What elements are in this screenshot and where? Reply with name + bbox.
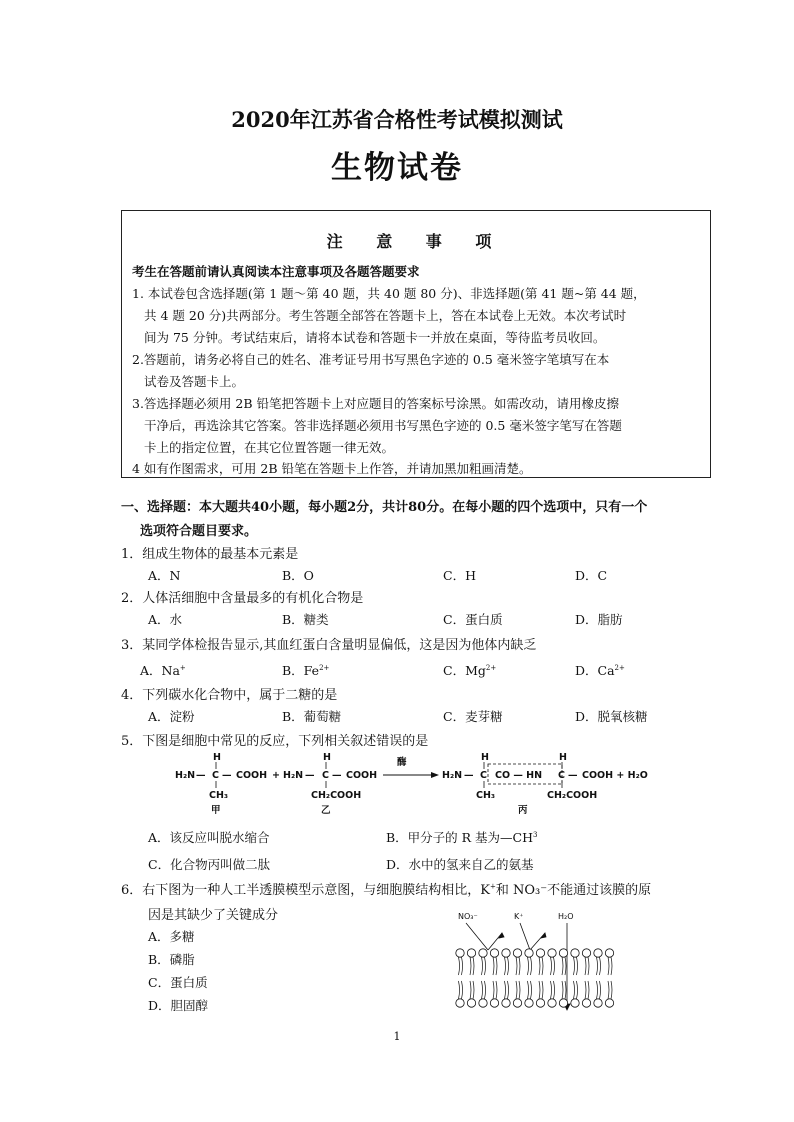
q1-option-b: B．O bbox=[282, 568, 314, 583]
phospholipid-tail bbox=[505, 981, 506, 999]
phospholipid-tail bbox=[470, 981, 471, 999]
rx-c2: C bbox=[322, 770, 329, 781]
q6-option-a: A．多糖 bbox=[148, 929, 195, 944]
phospholipid-tail bbox=[473, 981, 474, 999]
rx-ch2cooh-2: CH₂COOH bbox=[547, 790, 598, 801]
no3-arrow-in bbox=[466, 923, 488, 950]
phospholipid-head bbox=[605, 949, 613, 957]
rx-dash: — bbox=[305, 770, 315, 781]
phospholipid-head bbox=[513, 949, 521, 957]
phospholipid-head bbox=[467, 999, 475, 1007]
membrane-diagram bbox=[450, 908, 620, 1013]
membrane-h2o-label: H₂O bbox=[558, 912, 574, 921]
section-heading: 一、选择题：本大题共40小题，每小题2分，共计80分。在每小题的四个选项中，只有一个 bbox=[121, 500, 648, 515]
phospholipid-head bbox=[548, 999, 556, 1007]
phospholipid-tail bbox=[508, 981, 509, 999]
phospholipid-head bbox=[571, 949, 579, 957]
phospholipid-tail bbox=[473, 957, 474, 975]
no3-arrow-out bbox=[488, 933, 502, 950]
phospholipid-head bbox=[479, 949, 487, 957]
phospholipid-tail bbox=[508, 957, 509, 975]
notice-line: 卡上的指定位置，在其它位置答题一律无效。 bbox=[144, 440, 395, 455]
notice-line: 试卷及答题卡上。 bbox=[144, 374, 245, 389]
rx-dash: — bbox=[464, 770, 474, 781]
rx-label-bing: 丙 bbox=[518, 805, 528, 816]
phospholipid-tail bbox=[528, 957, 529, 975]
phospholipid-head bbox=[559, 949, 567, 957]
phospholipid-tail bbox=[485, 981, 486, 999]
rx-h2n-3: H₂N bbox=[442, 770, 463, 781]
phospholipid-tail bbox=[482, 981, 483, 999]
rx-h2: H bbox=[323, 752, 331, 763]
rx-arrowhead bbox=[431, 772, 439, 778]
phospholipid-tail bbox=[482, 957, 483, 975]
phospholipid-head bbox=[594, 949, 602, 957]
phospholipid-tail bbox=[565, 957, 566, 975]
notice-line: 间为 75 分钟。考试结束后，请将本试卷和答题卡一并放在桌面，等待监考员收回。 bbox=[144, 330, 606, 345]
membrane-k-label: K⁺ bbox=[514, 912, 524, 921]
rx-peptide: CO — HN bbox=[495, 770, 543, 781]
phospholipid-tail bbox=[493, 957, 494, 975]
rx-h1: H bbox=[213, 752, 221, 763]
exam-subject: 生物试卷 bbox=[331, 150, 463, 186]
notice-line: 2.答题前，请务必将自己的姓名、准考证号用书写黑色字迹的 0.5 毫米签字笔填写在本 bbox=[132, 352, 610, 367]
question-2-stem: 2．人体活细胞中含量最多的有机化合物是 bbox=[121, 591, 364, 606]
rx-h3: H bbox=[481, 752, 489, 763]
phospholipid-tail bbox=[608, 981, 609, 999]
rx-plus: + bbox=[272, 770, 280, 781]
phospholipid-head bbox=[525, 949, 533, 957]
rx-ch3-2: CH₃ bbox=[476, 790, 496, 801]
phospholipid-head bbox=[456, 999, 464, 1007]
rx-cooh1: COOH bbox=[236, 770, 268, 781]
rx-cooh2: COOH bbox=[346, 770, 378, 781]
phospholipid-tail bbox=[585, 981, 586, 999]
q2-option-b: B．糖类 bbox=[282, 612, 329, 627]
rx-c1: C bbox=[212, 770, 219, 781]
question-3-stem: 3．某同学体检报告显示,其血红蛋白含量明显偏低，这是因为他体内缺乏 bbox=[121, 638, 537, 653]
phospholipid-tail bbox=[531, 981, 532, 999]
phospholipid-head bbox=[536, 999, 544, 1007]
phospholipid-head bbox=[490, 999, 498, 1007]
phospholipid-tail bbox=[562, 957, 563, 975]
q4-option-c: C．麦芽糖 bbox=[443, 709, 503, 724]
rx-h4: H bbox=[559, 752, 567, 763]
notice-line: 干净后，再选涂其它答案。答非选择题必须用书写黑色字迹的 0.5 毫米签字笔写在答题 bbox=[144, 418, 622, 433]
phospholipid-tail bbox=[519, 981, 520, 999]
phospholipid-tail bbox=[574, 957, 575, 975]
phospholipid-tail bbox=[519, 957, 520, 975]
reaction-diagram bbox=[175, 750, 675, 820]
q6-option-d: D．胆固醇 bbox=[148, 998, 209, 1013]
phospholipid-tail bbox=[496, 981, 497, 999]
phospholipid-tail bbox=[462, 981, 463, 999]
phospholipid-head bbox=[594, 999, 602, 1007]
question-6-stem: 6．右下图为一种人工半透膜模型示意图，与细胞膜结构相比，K+和 NO₃⁻不能通过该膜的原 bbox=[121, 882, 652, 898]
q5-option-a: A．该反应叫脱水缩合 bbox=[148, 830, 270, 845]
phospholipid-tail bbox=[611, 981, 612, 999]
rx-ch3-1: CH₃ bbox=[209, 790, 229, 801]
phospholipid-tail bbox=[462, 957, 463, 975]
k-arrow-in bbox=[520, 923, 530, 950]
notice-line: 1. 本试卷包含选择题(第 1 题～第 40 题，共 40 题 80 分)、非选择题(第 41 题~第 44 题， bbox=[132, 286, 646, 301]
phospholipid-tail bbox=[516, 981, 517, 999]
q4-option-a: A．淀粉 bbox=[148, 709, 195, 724]
phospholipid-tail bbox=[551, 981, 552, 999]
phospholipid-head bbox=[582, 999, 590, 1007]
q3-option-c: C．$Mg^{2+}$ bbox=[443, 663, 497, 678]
notice-line: 4 如有作图需求，可用 2B 铅笔在答题卡上作答，并请加黑加粗画清楚。 bbox=[132, 461, 532, 476]
phospholipid-tail bbox=[539, 981, 540, 999]
rx-ch2cooh-1: CH₂COOH bbox=[311, 790, 362, 801]
q1-option-c: C．H bbox=[443, 568, 476, 583]
notice-line: 共 4 题 20 分)共两部分。考生答题全部答在答题卡上，答在本试卷上无效。本次考试时 bbox=[144, 308, 627, 323]
phospholipid-tail bbox=[577, 957, 578, 975]
rx-h2n-1: H₂N bbox=[175, 770, 196, 781]
phospholipid-tail bbox=[565, 981, 566, 999]
exam-title: 2020年江苏省合格性考试模拟测试 bbox=[231, 107, 563, 132]
phospholipid-tail bbox=[611, 957, 612, 975]
phospholipid-tail bbox=[597, 981, 598, 999]
rx-dash: — bbox=[196, 770, 206, 781]
notice-intro: 考生在答题前请认真阅读本注意事项及各题答题要求 bbox=[132, 264, 420, 279]
phospholipid-head bbox=[502, 949, 510, 957]
rx-c4: C bbox=[558, 770, 565, 781]
question-4-stem: 4．下列碳水化合物中，属于二糖的是 bbox=[121, 688, 338, 703]
phospholipid-tail bbox=[459, 957, 460, 975]
rx-dash: — bbox=[222, 770, 232, 781]
q4-option-b: B．葡萄糖 bbox=[282, 709, 342, 724]
q2-option-c: C．蛋白质 bbox=[443, 612, 503, 627]
phospholipid-tail bbox=[485, 957, 486, 975]
phospholipid-head bbox=[456, 949, 464, 957]
phospholipid-tail bbox=[531, 957, 532, 975]
q2-option-d: D．脂肪 bbox=[575, 612, 623, 627]
phospholipid-tail bbox=[608, 957, 609, 975]
notice-heading: 注 意 事 项 bbox=[326, 232, 506, 251]
phospholipid-head bbox=[502, 999, 510, 1007]
phospholipid-head bbox=[525, 999, 533, 1007]
phospholipid-tail bbox=[562, 981, 563, 999]
rx-label-jia: 甲 bbox=[211, 805, 221, 816]
phospholipid-tail bbox=[600, 957, 601, 975]
phospholipid-head bbox=[513, 999, 521, 1007]
q5-option-c: C．化合物丙叫做二肽 bbox=[148, 857, 271, 872]
phospholipid-head bbox=[536, 949, 544, 957]
phospholipid-tail bbox=[459, 981, 460, 999]
phospholipid-head bbox=[467, 949, 475, 957]
rx-tail: COOH + H₂O bbox=[582, 770, 648, 781]
phospholipid-tail bbox=[528, 981, 529, 999]
rx-dash: — bbox=[332, 770, 342, 781]
phospholipid-tail bbox=[554, 981, 555, 999]
notice-box bbox=[121, 210, 711, 478]
phospholipid-tail bbox=[516, 957, 517, 975]
question-5-stem: 5．下图是细胞中常见的反应，下列相关叙述错误的是 bbox=[121, 734, 429, 749]
page-number: 1 bbox=[393, 1030, 401, 1043]
phospholipid-tail bbox=[505, 957, 506, 975]
phospholipid-tail bbox=[542, 957, 543, 975]
phospholipid-tail bbox=[470, 957, 471, 975]
phospholipid-head bbox=[548, 949, 556, 957]
membrane-no3-label: NO₃⁻ bbox=[458, 912, 478, 921]
phospholipid-head bbox=[605, 999, 613, 1007]
rx-enzyme: 酶 bbox=[397, 757, 407, 768]
q1-option-a: A．N bbox=[148, 568, 181, 583]
phospholipid-tail bbox=[585, 957, 586, 975]
rx-h2n-2: H₂N bbox=[283, 770, 304, 781]
phospholipid-tail bbox=[539, 957, 540, 975]
phospholipid-tail bbox=[574, 981, 575, 999]
phospholipid-tail bbox=[551, 957, 552, 975]
question-1-stem: 1．组成生物体的最基本元素是 bbox=[121, 547, 299, 562]
q6-option-b: B．磷脂 bbox=[148, 952, 195, 967]
phospholipid-tail bbox=[493, 981, 494, 999]
phospholipid-tail bbox=[496, 957, 497, 975]
phospholipid-head bbox=[582, 949, 590, 957]
phospholipid-tail bbox=[588, 957, 589, 975]
q5-option-b: B．甲分子的 R 基为$—CH^3$ bbox=[386, 830, 538, 845]
q1-option-d: D．C bbox=[575, 568, 608, 583]
q3-option-a: A．Na+ bbox=[140, 663, 186, 678]
notice-line: 3.答选择题必须用 2B 铅笔把答题卡上对应题目的答案标号涂黑。如需改动，请用橡皮擦 bbox=[132, 396, 620, 411]
phospholipid-head bbox=[490, 949, 498, 957]
section-heading-cont: 选项符合题目要求。 bbox=[140, 524, 258, 539]
phospholipid-head bbox=[571, 999, 579, 1007]
q2-option-a: A．水 bbox=[148, 612, 183, 627]
phospholipid-tail bbox=[597, 957, 598, 975]
q4-option-d: D．脱氧核糖 bbox=[575, 709, 648, 724]
rx-label-yi: 乙 bbox=[321, 805, 331, 816]
phospholipid-tail bbox=[600, 981, 601, 999]
rx-dash: — bbox=[568, 770, 578, 781]
q5-option-d: D．水中的氢来自乙的氨基 bbox=[386, 857, 534, 872]
q3-option-b: B．$Fe^{2+}$ bbox=[282, 663, 330, 678]
phospholipid-head bbox=[559, 999, 567, 1007]
phospholipid-tail bbox=[554, 957, 555, 975]
phospholipid-head bbox=[479, 999, 487, 1007]
phospholipid-tail bbox=[577, 981, 578, 999]
phospholipid-bilayer bbox=[456, 949, 614, 1007]
phospholipid-tail bbox=[542, 981, 543, 999]
q3-option-d: D．$Ca^{2+}$ bbox=[575, 663, 625, 678]
question-6-stem-cont: 因是其缺少了关键成分 bbox=[148, 908, 279, 923]
q6-option-c: C．蛋白质 bbox=[148, 975, 208, 990]
phospholipid-tail bbox=[588, 981, 589, 999]
rx-c3: C bbox=[480, 770, 487, 781]
